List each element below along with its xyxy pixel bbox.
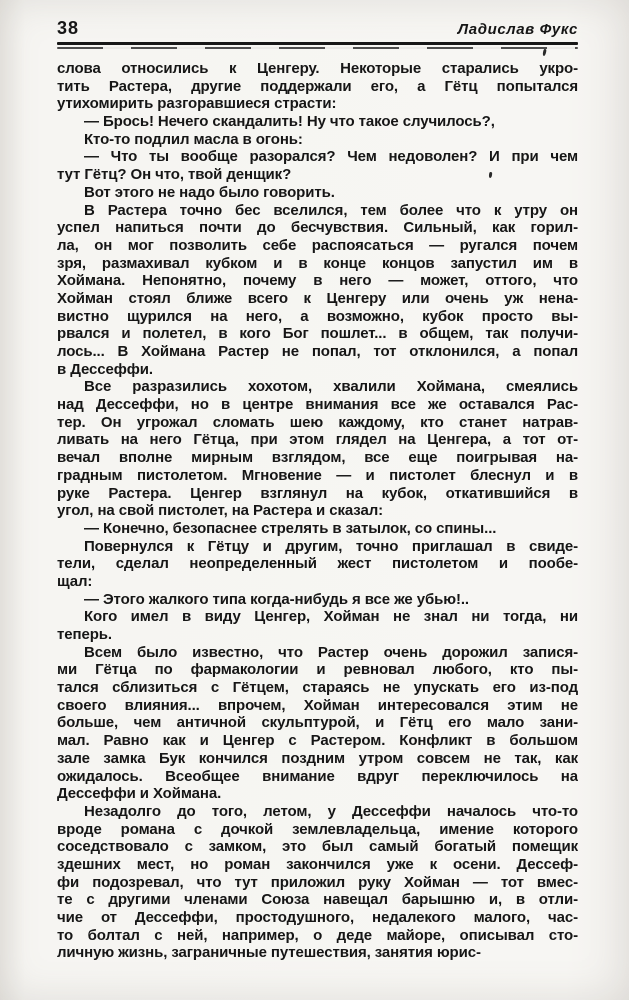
text-line: над Дессеффи, но в центре внимания все же оставался Рас-	[57, 396, 578, 414]
paragraph	[57, 148, 578, 183]
text-line: — Брось! Нечего скандалить! Ну что такое случилось?,	[84, 113, 495, 131]
text-line: соседствовало с замком, это был самый богатый помещик	[57, 838, 578, 856]
paragraph	[57, 608, 578, 643]
text-line: здешних мест, но роман закончился уже к осени. Дессеф-	[57, 855, 578, 873]
header-rule-echo	[57, 47, 578, 49]
paragraph	[57, 202, 578, 379]
text-line: В Растера точно бес вселился, тем более что к утру он	[84, 201, 578, 219]
text-line: ла, он мог позволить себе распоясаться — ругался почем	[57, 236, 578, 254]
text-line: угол, на свой пистолет, на Растера и сказал:	[57, 502, 384, 520]
paragraph	[57, 538, 578, 591]
text-line: — Что ты вообще разорался? Чем недоволен? И при чем	[84, 148, 578, 166]
text-line: вечал вполне мирным взглядом, все еще поигрывая на-	[57, 449, 578, 467]
text-line: градным пистолетом. Мгновение — и пистолет блеснул и в	[57, 466, 578, 484]
paragraph	[57, 113, 578, 131]
text-line: лось... В Хоймана Растер не попал, тот отклонился, а попал	[57, 343, 578, 360]
text-line: тался сблизиться с Гётцем, стараясь не упускать его из-под	[57, 679, 578, 697]
text-line: тут Гётц? Он что, твой денщик?	[57, 166, 292, 184]
text-line: своего влияния... впрочем, Хойман интересовался этим не	[57, 696, 578, 714]
page-header	[57, 18, 578, 39]
paragraph	[57, 131, 578, 149]
text-line: Все разразились хохотом, хвалили Хоймана, смеялись	[84, 378, 578, 396]
text-line: руке Растера. Ценгер взглянул на кубок, откатившийся в	[57, 484, 578, 502]
text-line: больше, чем античной скульптурой, и Гётц его мало зани-	[57, 714, 578, 732]
text-line: тер. Он угрожал сломать шею каждому, кто станет натрав-	[57, 413, 578, 431]
text-line: теперь.	[57, 626, 112, 643]
text-line: чие от Дессеффи, простодушного, недалекого малого, час-	[57, 909, 578, 926]
paragraph	[57, 644, 578, 803]
text-line: щал:	[57, 572, 93, 590]
text-line: то болтал с ней, например, о деде майоре, описывал сто-	[57, 926, 578, 944]
scan-speck	[542, 49, 546, 56]
text-line: Незадолго до того, летом, у Дессеффи началось что-то	[84, 802, 578, 820]
paragraph	[57, 591, 578, 609]
paragraph	[57, 520, 578, 538]
text-line: ми Гётца по фармакологии и ревновал любого, кто пы-	[57, 661, 578, 679]
text-line: слова относились к Ценгеру. Некоторые старались укро-	[57, 60, 578, 77]
text-line: вистно щурился на него, а возможно, кубок просто вы-	[57, 307, 578, 325]
paragraph	[57, 60, 578, 113]
text-line: — Конечно, безопаснее стрелять в затылок, со спины...	[84, 519, 497, 537]
paragraph	[57, 378, 578, 520]
text-line: мал. Равно как и Ценгер с Растером. Конфликт в большом	[57, 732, 578, 750]
paragraph	[57, 803, 578, 962]
text-line: зря, размахивал кубком и в конце концов запустил им в	[57, 254, 578, 272]
text-line: Кого имел в виду Ценгер, Хойман не знал ни тогда, ни	[84, 608, 578, 626]
text-line: Кто-то подлил масла в огонь:	[84, 130, 303, 148]
text-line: вроде романа с дочкой землевладельца, имение которого	[57, 820, 578, 838]
text-line: тить Растера, другие поддержали его, а Гётц попытался	[57, 77, 578, 95]
body-text	[57, 60, 578, 962]
text-line: ожидалось. Всеобщее внимание вдруг переключилось на	[57, 767, 578, 785]
text-line: Вот этого не надо было говорить.	[84, 183, 335, 201]
text-line: рвался и полетел, в кого Бог пошлет... в общем, так получи-	[57, 325, 578, 343]
running-title-author: Ладислав Фукс	[457, 21, 578, 38]
text-line: личную жизнь, заграничные путешествия, занятия юрис-	[57, 944, 481, 962]
text-line: зале замка Бук кончился поздним утром совсем не так, как	[57, 749, 578, 767]
page-number: 38	[57, 18, 80, 38]
text-line: те с другими членами Союза навещал барышню и, в отли-	[57, 891, 578, 909]
text-line: Повернулся к Гётцу и другим, точно приглашал в свиде-	[84, 537, 578, 555]
text-line: успел напиться почти до бесчувствия. Сильный, как горил-	[57, 219, 578, 237]
paragraph	[57, 184, 578, 202]
text-line: утихомирить разгоравшиеся страсти:	[57, 95, 337, 113]
text-line: Всем было известно, что Растер очень дорожил запися-	[84, 643, 578, 661]
header-rule	[57, 42, 578, 45]
text-line: Дессеффи и Хоймана.	[57, 785, 222, 803]
text-line: ливать на него Гётца, при этом глядел на Ценгера, а тот от-	[57, 431, 578, 449]
text-line: в Дессеффи.	[57, 360, 153, 378]
text-line: тели, сделал неопределенный жест пистолетом и пообе-	[57, 555, 578, 573]
text-line: — Этого жалкого типа когда-нибудь я все же убью!..	[84, 590, 469, 608]
text-line: Хойман стоял ближе всего к Ценгеру или очень уж нена-	[57, 289, 578, 307]
text-line: Хоймана. Непонятно, почему в него — может, оттого, что	[57, 272, 578, 290]
text-line: фи подозревал, что тут приложил руку Хойман — тот вмес-	[57, 873, 578, 891]
